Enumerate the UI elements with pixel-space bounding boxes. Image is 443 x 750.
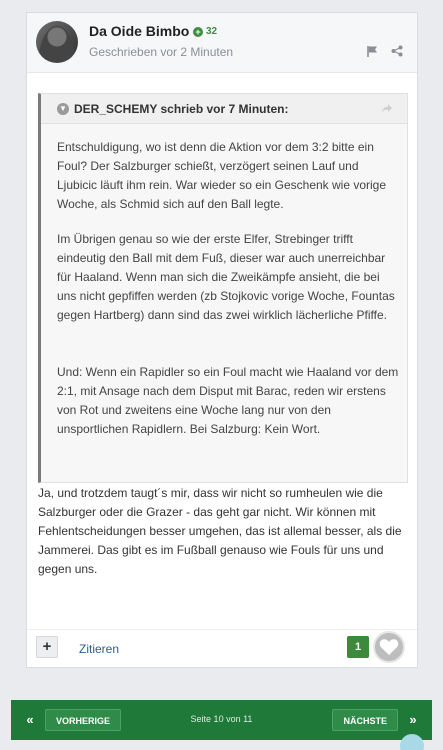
page-indicator[interactable]: Seite 10 von 11	[190, 714, 253, 724]
first-page-icon[interactable]: «	[26, 712, 34, 727]
previous-page-button[interactable]: VORHERIGE	[45, 709, 121, 731]
post-time: Geschrieben vor 2 Minuten	[89, 45, 234, 59]
quote-paragraph: Und: Wenn ein Rapidler so ein Foul macht wie Haaland vor dem 2:1, mit Ansage nach dem Disput mit Barac, reden wir erstens von Rot und zweitens eine Woche lang nur von den unsportlichen Rapidlern. Bei Salzburg: Kein Wort.	[57, 365, 399, 436]
quote-header	[41, 94, 407, 124]
share-icon[interactable]	[391, 45, 403, 57]
quote-author[interactable]: DER_SCHEMY schrieb vor 7 Minuten:	[74, 102, 289, 116]
chevron-down-icon[interactable]: ▼	[57, 103, 69, 115]
plus-circle-icon: +	[193, 27, 203, 37]
post-footer	[27, 629, 417, 669]
multiquote-button[interactable]: +	[36, 636, 58, 658]
reaction-count[interactable]: 1	[347, 636, 369, 658]
quote-paragraph: Im Übrigen genau so wie der erste Elfer, Strebinger trifft eindeutig den Ball mit dem Fuß, dieser war auch unerreichbar für Haaland. Wenn man sich die Zweikämpfe ansieht, die bei uns nicht gepfiffen werden (zb Stojkovic vorige Woche, Fountas gegen Hartberg) dann sind das zwei wirklich lächerliche Pfiffe.	[57, 232, 395, 322]
reputation-badge[interactable]	[193, 26, 217, 37]
next-page-button[interactable]: NÄCHSTE	[332, 709, 398, 731]
heart-icon	[379, 638, 399, 656]
quote-paragraph: Entschuldigung, wo ist denn die Aktion vor dem 3:2 bitte ein Foul? Der Salzburger schießt, verzögert seinen Lauf und Ljubicic läuft ihm rein. War wieder so ein Geschenk wie vorige Woche, als Schmid sich auf den Ball legte.	[57, 140, 387, 211]
post-card	[26, 12, 418, 668]
share-arrow-icon[interactable]	[381, 102, 393, 114]
quote-button[interactable]: Zitieren	[79, 642, 120, 656]
avatar[interactable]	[36, 21, 78, 63]
pagination-bar	[11, 700, 432, 740]
flag-icon[interactable]	[367, 45, 379, 57]
author-name[interactable]: Da Oide Bimbo	[89, 23, 190, 39]
like-button[interactable]	[373, 631, 405, 663]
post-body: Ja, und trotzdem taugt´s mir, dass wir nicht so rumheulen wie die Salzburger oder die Grazer - das geht gar nicht. Wir können mit Fehlentscheidungen besser umgehen, das ist allemal besser, als die Jammerei. Das gibt es im Fußball genauso wie Fouls für uns und gegen uns.	[38, 486, 402, 576]
reputation-count: 32	[206, 26, 218, 37]
last-page-icon[interactable]: »	[409, 712, 417, 727]
quote-box	[38, 93, 408, 483]
quote-body	[57, 138, 401, 455]
post-header	[27, 13, 417, 73]
